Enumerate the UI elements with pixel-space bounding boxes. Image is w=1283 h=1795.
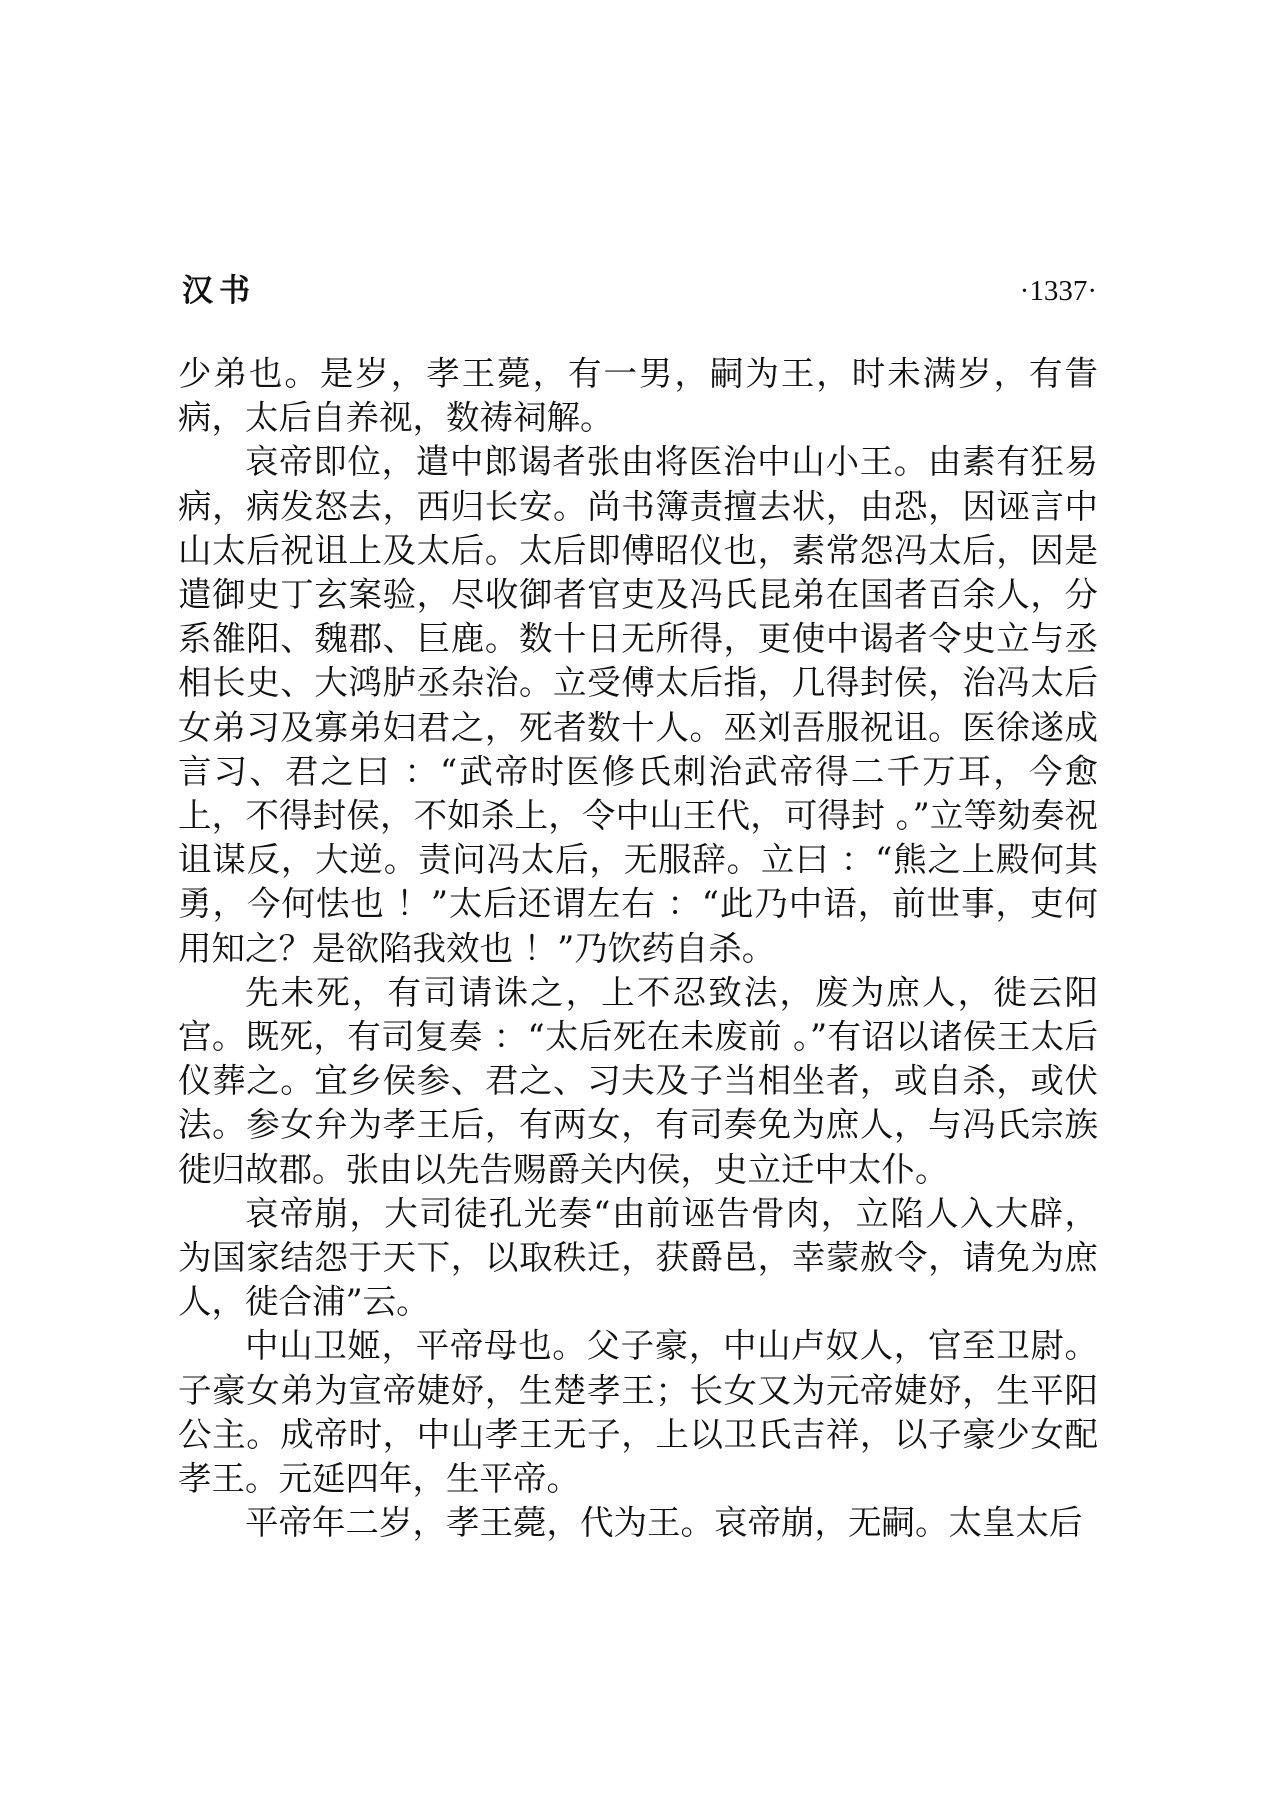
paragraph-continued: 少弟也。是岁，孝王薨，有一男，嗣为王，时未满岁，有眚病，太后自养视，数祷祠解。 [178, 354, 1098, 438]
paragraph: 中山卫姬，平帝母也。父子豪，中山卢奴人，官至卫尉。子豪女弟为宣帝婕妤，生楚孝王；长女又为元帝婕妤，生平阳公主。成帝时，中山孝王无子，上以卫氏吉祥，以子豪少女配孝王。元延四年，生平帝。 [178, 1326, 1098, 1499]
paragraph: 平帝年二岁，孝王薨，代为王。哀帝崩，无嗣。太皇太后 [245, 1503, 1083, 1543]
page-number: ·1337· [1019, 275, 1097, 307]
paragraph: 先未死，有司请诛之，上不忍致法，废为庶人，徙云阳宫。既死，有司复奏 ：“太后死在未废前 。”有诏以诸侯王太后仪葬之。宜乡侯参、君之、习夫及子当相坐者，或自杀，或伏法。参女弁为孝王后，有两女，有司奏免为庶人，与冯氏宗族徙归故郡。张由以先告赐爵关内侯，史立迁中太仆。 [178, 972, 1098, 1189]
paragraph: 哀帝崩，大司徒孔光奏“由前诬告骨肉，立陷人入大辟，为国家结怨于天下，以取秩迁，获爵邑，幸蒙赦令，请免为庶人，徙合浦”云。 [178, 1193, 1098, 1322]
body-text [178, 352, 1098, 1545]
paragraph: 哀帝即位，遣中郎谒者张由将医治中山小王。由素有狂易病，病发怒去，西归长安。尚书簿责擅去状，由恐，因诬言中山太后祝诅上及太后。太后即傅昭仪也，素常怨冯太后，因是遣御史丁玄案验，尽收御者官吏及冯氏昆弟在国者百余人，分系雒阳、魏郡、巨鹿。数十日无所得，更使中谒者令史立与丞相长史、大鸿胪丞杂治。立受傅太后指，几得封侯，治冯太后女弟习及寡弟妇君之，死者数十人。巫刘吾服祝诅。医徐遂成言习、君之曰 ：“武帝时医修氏刺治武帝得二千万耳，今愈上，不得封侯，不如杀上，令中山王代，可得封 。”立等劾奏祝诅谋反，大逆。责问冯太后，无服辞。立曰 ：“熊之上殿何其勇，今何怯也 ！”太后还谓左右 ：“此乃中语，前世事，吏何用知之？是欲陷我效也 ！”乃饮药自杀。 [178, 442, 1098, 968]
book-title: 汉书 [182, 273, 256, 309]
running-header [182, 268, 1097, 314]
